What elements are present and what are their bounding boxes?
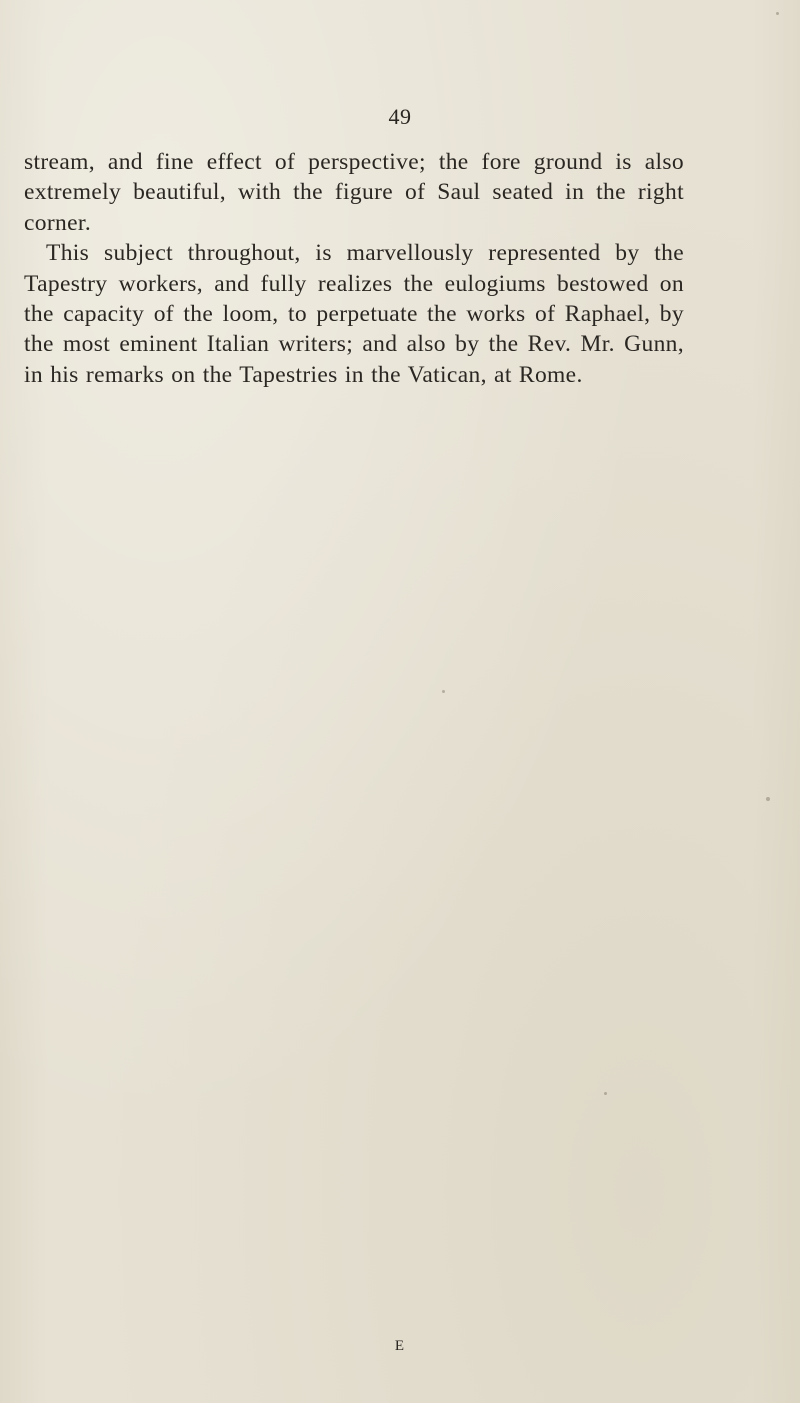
page-number: 49 <box>388 104 412 129</box>
body-text <box>24 147 684 390</box>
paper-speck <box>442 690 445 693</box>
paper-speck <box>766 797 770 801</box>
paragraph-continuation: stream, and fine effect of perspective; the fore ground is also extremely beautiful, with the figure of Saul seated in the right corner. <box>24 149 684 236</box>
signature-mark: E <box>394 1338 406 1354</box>
paper-speck <box>776 12 779 15</box>
paragraph: This subject throughout, is marvellously represented by the Tapestry workers, and fully realizes the eulogiums bestowed on the capacity of the loom, to perpetuate the works of Raphael, by the most eminent Italian writers; and also by the Rev. Mr. Gunn, in his remarks on the Tapestries in the Vatican, at Rome. <box>24 240 684 388</box>
paper-speck <box>604 1092 607 1095</box>
